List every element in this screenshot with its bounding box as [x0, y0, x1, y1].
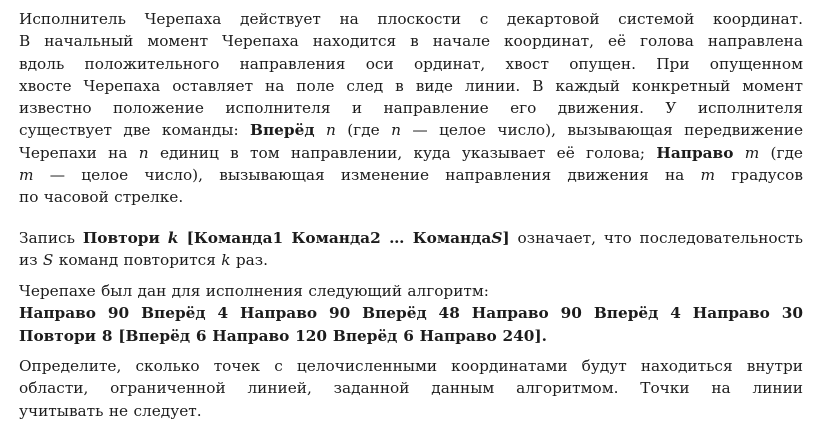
variable-k: k — [221, 251, 231, 270]
text-line: учитывать не следует. — [19, 401, 202, 420]
text-line: по часовой стрелке. — [19, 188, 184, 207]
text-line: известно положение исполнителя и направление его движения. У исполнителя — [19, 99, 803, 118]
text-line: Черепахе был дан для исполнения следующий алгоритм: — [19, 282, 489, 300]
text-line: области, ограниченной линией, заданной данным алгоритмом. Точки на линии — [19, 379, 803, 398]
variable-n: n — [138, 143, 149, 162]
text-line-commands: существует две команды: Вперёд n (где n — целое число), вызывающая передвижение — [19, 121, 804, 140]
repeat-definition-paragraph — [19, 227, 803, 272]
text-line: Запись Повтори k [Команда1 Команда2 … КомандаS] означает, что последовательность — [19, 229, 803, 247]
variable-k: k — [167, 229, 179, 247]
command-right: Направо — [656, 143, 734, 162]
variable-m: m — [19, 166, 34, 185]
text-line-commands: Черепахи на n единиц в том направлении, куда указывает её голова; Направо m (где — [19, 143, 803, 162]
variable-m: m — [700, 166, 716, 185]
variable-m: m — [744, 143, 760, 162]
task-intro-paragraph — [19, 8, 803, 209]
variable-n: n — [325, 121, 336, 140]
text-line: Определите, сколько точек с целочисленными координатами будут находиться внутри — [19, 357, 803, 375]
command-forward: Вперёд — [250, 121, 315, 140]
text-line: из S команд повторится k раз. — [19, 251, 269, 270]
command-repeat: Повтори — [82, 229, 160, 247]
text-line: m — целое число), вызывающая изменение направления движения на m градусов — [19, 166, 803, 185]
variable-n: n — [391, 121, 401, 140]
variable-s: S — [491, 229, 503, 247]
text-line: Исполнитель Черепаха действует на плоскости с декартовой системой координат. — [19, 10, 803, 28]
text-line: В начальный момент Черепаха находится в начале координат, её голова направлена — [19, 32, 803, 51]
text-line: вдоль положительного направления оси ординат, хвост опущен. При опущенном — [19, 54, 803, 73]
algorithm-line: Направо 90 Вперёд 4 Направо 90 Вперёд 48 Направо 90 Вперёд 4 Направо 30 — [19, 304, 803, 323]
algorithm-paragraph — [19, 280, 803, 347]
algorithm-line: Повтори 8 [Вперёд 6 Направо 120 Вперёд 6 Направо 240]. — [19, 326, 547, 345]
variable-s: S — [42, 251, 54, 270]
question-paragraph — [19, 355, 803, 422]
text-line: хвосте Черепаха оставляет на поле след в виде линии. В каждый конкретный момент — [19, 76, 803, 95]
